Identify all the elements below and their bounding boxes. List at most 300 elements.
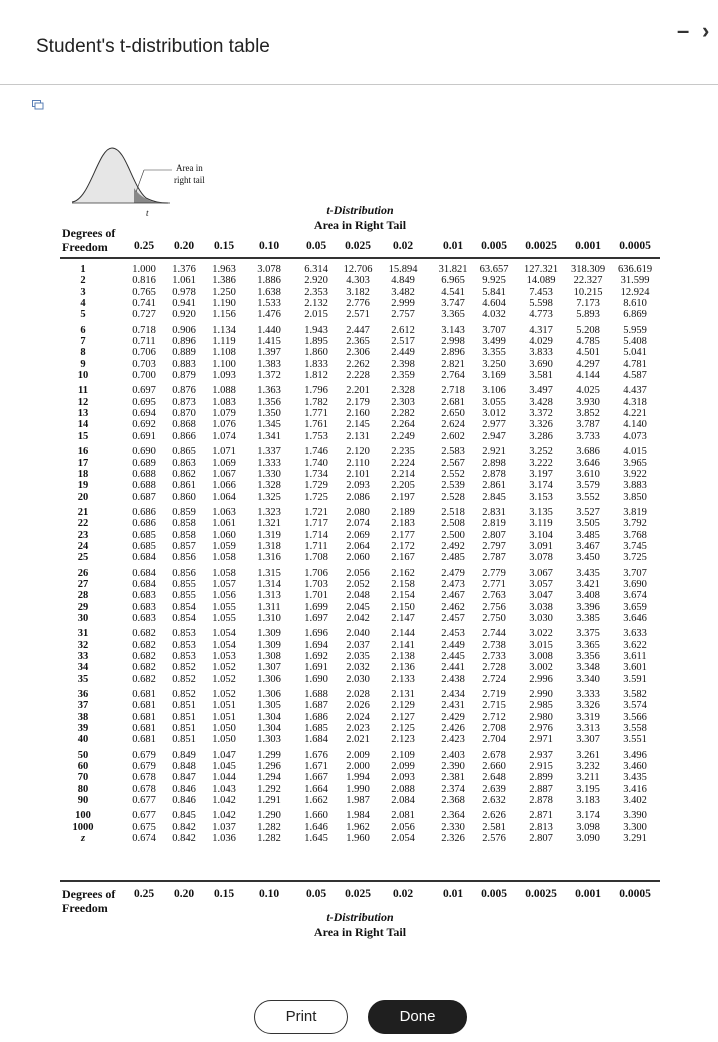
table-cell: 0.852 <box>172 673 196 685</box>
table-cell: 3.601 <box>623 662 647 674</box>
table-cell: 0.703 <box>132 358 156 370</box>
table-cell: 0.683 <box>132 590 156 602</box>
table-cell: 2.898 <box>482 457 506 469</box>
table-cell: 0.694 <box>132 408 156 420</box>
row-group <box>60 568 660 625</box>
distribution-curve-figure <box>70 140 240 230</box>
table-cell: 3.252 <box>529 446 553 458</box>
table-cell: 1.306 <box>257 689 281 701</box>
table-cell: 3.106 <box>482 385 506 397</box>
table-cell: 1.694 <box>304 639 328 651</box>
table-cell: 2.626 <box>482 810 506 822</box>
table-cell: 2.125 <box>391 723 415 735</box>
table-row <box>60 723 660 734</box>
table-cell: 318.309 <box>570 264 606 275</box>
table-cell: 4.297 <box>576 358 600 370</box>
df-cell: 14 <box>77 419 89 431</box>
alpha-header-row <box>60 240 660 254</box>
table-cell: 31.599 <box>620 275 650 287</box>
table-cell: 2.733 <box>482 651 506 662</box>
table-cell: 2.403 <box>441 749 465 761</box>
table-cell: 0.856 <box>172 567 196 579</box>
table-cell: 2.977 <box>482 419 506 431</box>
degrees-of-freedom-header: Degrees of Freedom <box>62 226 116 254</box>
table-cell: 0.679 <box>132 761 156 773</box>
table-cell: 0.677 <box>132 810 156 822</box>
table-cell: 1.386 <box>212 275 236 287</box>
table-cell: 0.854 <box>172 612 196 624</box>
table-row <box>60 347 660 358</box>
table-cell: 3.485 <box>576 529 600 541</box>
table-cell: 0.685 <box>132 540 156 552</box>
table-cell: 2.093 <box>346 480 370 492</box>
table-cell: 1.250 <box>212 286 236 298</box>
table-cell: 8.610 <box>623 298 647 310</box>
table-cell: 3.591 <box>623 673 647 685</box>
row-group <box>60 689 660 746</box>
table-cell: 2.479 <box>441 567 465 579</box>
table-cell: 2.971 <box>529 734 553 746</box>
table-cell: 0.855 <box>172 578 196 590</box>
table-cell: 0.686 <box>132 506 156 518</box>
table-cell: 2.821 <box>441 358 465 370</box>
table-cell: 2.056 <box>391 821 415 833</box>
table-cell: 1.303 <box>257 734 281 746</box>
table-cell: 0.896 <box>172 336 196 348</box>
table-cell: 4.303 <box>346 275 370 287</box>
table-cell: 2.567 <box>441 457 465 469</box>
table-cell: 1.383 <box>257 358 281 370</box>
table-row <box>60 370 660 381</box>
table-cell: 1.860 <box>304 347 328 359</box>
table-cell: 3.365 <box>441 309 465 321</box>
table-cell: 2.457 <box>441 612 465 624</box>
table-cell: 3.135 <box>529 506 553 518</box>
header-alpha-2: 0.15 <box>213 240 235 252</box>
table-cell: 2.861 <box>482 480 506 492</box>
table-row <box>60 761 660 772</box>
table-row <box>60 628 660 639</box>
table-cell: 2.141 <box>391 639 415 651</box>
table-cell: 2.303 <box>391 396 415 408</box>
table-cell: 3.291 <box>623 833 647 845</box>
table-row <box>60 734 660 745</box>
df-cell: 22 <box>77 518 89 530</box>
header-alpha-1: 0.20 <box>173 240 195 252</box>
table-cell: 3.581 <box>529 370 553 382</box>
table-cell: 3.098 <box>576 821 600 833</box>
table-cell: 1.051 <box>212 700 236 712</box>
table-cell: 2.154 <box>391 590 415 602</box>
df-cell: 19 <box>77 480 89 492</box>
table-cell: 1.047 <box>212 749 236 761</box>
table-row <box>60 613 660 624</box>
table-cell: 2.282 <box>391 408 415 420</box>
table-cell: 3.582 <box>623 689 647 701</box>
table-cell: 0.846 <box>172 783 196 795</box>
table-cell: 0.687 <box>132 491 156 503</box>
table-cell: 6.314 <box>304 264 328 275</box>
table-cell: 4.501 <box>576 347 600 359</box>
table-cell: 1.134 <box>212 324 236 336</box>
table-cell: 2.120 <box>346 446 370 458</box>
footer-alpha-8: 0.005 <box>481 888 507 900</box>
table-cell: 2.368 <box>441 795 465 807</box>
minimize-button[interactable]: – <box>677 18 690 43</box>
footer-alpha-5: 0.025 <box>345 888 371 900</box>
table-cell: 0.889 <box>172 347 196 359</box>
table-cell: 1.108 <box>212 347 236 359</box>
table-cell: 2.915 <box>529 761 553 773</box>
table-cell: 0.678 <box>132 783 156 795</box>
table-cell: 0.685 <box>132 529 156 541</box>
df-cell: 17 <box>77 457 89 469</box>
table-cell: 3.319 <box>576 711 600 723</box>
df-cell: 24 <box>77 540 89 552</box>
table-cell: 2.093 <box>391 772 415 784</box>
table-cell: 2.612 <box>391 324 415 336</box>
table-cell: 1.746 <box>304 446 328 458</box>
table-cell: 636.619 <box>617 264 653 275</box>
table-cell: 4.541 <box>441 286 465 298</box>
table-cell: 1.782 <box>304 396 328 408</box>
table-cell: 3.182 <box>346 286 370 298</box>
table-cell: 0.682 <box>132 628 156 640</box>
table-cell: 3.622 <box>623 639 647 651</box>
table-cell: 1.043 <box>212 783 236 795</box>
table-cell: 1.044 <box>212 772 236 784</box>
table-cell: 1.714 <box>304 529 328 541</box>
table-cell: 0.847 <box>172 772 196 784</box>
table-cell: 2.064 <box>346 540 370 552</box>
table-cell: 0.856 <box>172 552 196 564</box>
table-cell: 2.602 <box>441 430 465 442</box>
table-cell: 4.140 <box>623 419 647 431</box>
table-cell: 5.598 <box>529 298 553 310</box>
table-cell: 2.110 <box>346 457 370 469</box>
table-cell: 0.679 <box>132 749 156 761</box>
table-cell: 2.262 <box>346 358 370 370</box>
table-cell: 2.878 <box>529 795 553 807</box>
table-cell: 4.781 <box>623 358 647 370</box>
table-cell: 1.088 <box>212 385 236 397</box>
table-cell: 2.453 <box>441 628 465 640</box>
table-cell: 3.333 <box>576 689 600 701</box>
table-cell: 2.728 <box>482 662 506 674</box>
table-row <box>60 408 660 419</box>
table-cell: 3.922 <box>623 468 647 480</box>
copy-icon[interactable] <box>32 100 44 110</box>
table-cell: 2.045 <box>346 601 370 613</box>
table-cell: 1.328 <box>257 480 281 492</box>
table-cell: 2.052 <box>346 578 370 590</box>
table-cell: 0.852 <box>172 689 196 701</box>
table-cell: 1.692 <box>304 651 328 662</box>
table-cell: 1.994 <box>346 772 370 784</box>
table-cell: 1.771 <box>304 408 328 420</box>
table-cell: 3.930 <box>576 396 600 408</box>
table-cell: 0.863 <box>172 457 196 469</box>
table-cell: 2.040 <box>346 628 370 640</box>
distribution-footer: t-Distribution Area in Right Tail <box>313 910 407 939</box>
table-cell: 14.089 <box>526 275 556 287</box>
table-cell: 2.144 <box>391 628 415 640</box>
table-row <box>60 568 660 579</box>
table-cell: 1.314 <box>257 578 281 590</box>
table-cell: 1.711 <box>304 540 328 552</box>
table-cell: 2.650 <box>441 408 465 420</box>
table-cell: 1.333 <box>257 457 281 469</box>
df-cell: 7 <box>80 336 86 348</box>
table-cell: 0.692 <box>132 419 156 431</box>
table-cell: 1.676 <box>304 749 328 761</box>
table-cell: 1.306 <box>257 673 281 685</box>
table-cell: 1.064 <box>212 491 236 503</box>
table-cell: 1.119 <box>212 336 236 348</box>
df-cell: 5 <box>80 309 86 321</box>
table-row <box>60 507 660 518</box>
table-cell: 1.061 <box>212 518 236 530</box>
table-cell: 1.708 <box>304 552 328 564</box>
table-cell: 3.143 <box>441 324 465 336</box>
row-group <box>60 507 660 564</box>
table-cell: 1.059 <box>212 540 236 552</box>
table-cell: 4.604 <box>482 298 506 310</box>
table-cell: 12.924 <box>620 286 650 298</box>
table-cell: 2.485 <box>441 552 465 564</box>
table-cell: 3.725 <box>623 552 647 564</box>
table-cell: 3.153 <box>529 491 553 503</box>
table-cell: 3.551 <box>623 734 647 746</box>
table-cell: 3.435 <box>623 772 647 784</box>
table-cell: 1.304 <box>257 711 281 723</box>
table-cell: 2.330 <box>441 821 465 833</box>
table-cell: 3.416 <box>623 783 647 795</box>
done-button[interactable]: Done <box>368 1000 467 1034</box>
table-cell: 2.776 <box>346 298 370 310</box>
table-cell: 3.421 <box>576 578 600 590</box>
table-cell: 0.684 <box>132 567 156 579</box>
table-cell: 0.765 <box>132 286 156 298</box>
table-cell: 1.309 <box>257 639 281 651</box>
table-cell: 1.067 <box>212 468 236 480</box>
table-cell: 2.390 <box>441 761 465 773</box>
table-cell: 2.539 <box>441 480 465 492</box>
table-cell: 3.119 <box>529 518 553 530</box>
table-cell: 1.796 <box>304 385 328 397</box>
table-cell: 0.842 <box>172 821 196 833</box>
df-cell: 11 <box>78 385 88 397</box>
table-cell: 4.032 <box>482 309 506 321</box>
table-cell: 0.870 <box>172 408 196 420</box>
table-cell: 1.330 <box>257 468 281 480</box>
df-cell: 37 <box>77 700 89 712</box>
table-cell: 0.978 <box>172 286 196 298</box>
table-cell: 3.390 <box>623 810 647 822</box>
table-row <box>60 662 660 673</box>
table-cell: 2.976 <box>529 723 553 735</box>
table-cell: 2.831 <box>482 506 506 518</box>
table-cell: 1.638 <box>257 286 281 298</box>
table-cell: 1.071 <box>212 446 236 458</box>
table-cell: 0.691 <box>132 430 156 442</box>
table-cell: 3.222 <box>529 457 553 469</box>
table-cell: 2.724 <box>482 673 506 685</box>
table-cell: 2.899 <box>529 772 553 784</box>
print-button[interactable]: Print <box>254 1000 348 1034</box>
table-row <box>60 750 660 761</box>
table-cell: 2.160 <box>346 408 370 420</box>
close-button[interactable]: › <box>702 18 710 43</box>
table-cell: 1.063 <box>212 506 236 518</box>
table-cell: 2.060 <box>346 552 370 564</box>
table-cell: 2.026 <box>346 700 370 712</box>
table-cell: 3.326 <box>529 419 553 431</box>
table-cell: 0.876 <box>172 385 196 397</box>
table-cell: 4.144 <box>576 370 600 382</box>
table-cell: 2.434 <box>441 689 465 701</box>
table-cell: 1.350 <box>257 408 281 420</box>
table-row <box>60 397 660 408</box>
table-cell: 2.441 <box>441 662 465 674</box>
table-row <box>60 784 660 795</box>
table-cell: 3.355 <box>482 347 506 359</box>
table-cell: 1.943 <box>304 324 328 336</box>
table-cell: 2.807 <box>482 529 506 541</box>
table-cell: 1.296 <box>257 761 281 773</box>
table-cell: 2.359 <box>391 370 415 382</box>
table-cell: 0.697 <box>132 385 156 397</box>
table-cell: 4.029 <box>529 336 553 348</box>
table-cell: 5.041 <box>623 347 647 359</box>
row-group <box>60 750 660 807</box>
df-cell: 20 <box>77 491 89 503</box>
table-cell: 1.290 <box>257 810 281 822</box>
table-cell: 1.309 <box>257 628 281 640</box>
title-separator <box>0 84 718 85</box>
table-cell: 2.023 <box>346 723 370 735</box>
table-cell: 2.048 <box>346 590 370 602</box>
table-cell: 3.300 <box>623 821 647 833</box>
footer-alpha-4: 0.05 <box>305 888 327 900</box>
table-cell: 2.423 <box>441 734 465 746</box>
table-cell: 0.848 <box>172 761 196 773</box>
table-cell: 1.345 <box>257 419 281 431</box>
df-cell: 33 <box>77 651 89 662</box>
table-cell: 3.574 <box>623 700 647 712</box>
table-cell: 1.688 <box>304 689 328 701</box>
table-cell: 2.133 <box>391 673 415 685</box>
header-alpha-8: 0.005 <box>481 240 507 252</box>
table-cell: 1.050 <box>212 734 236 746</box>
table-cell: 1.662 <box>304 795 328 807</box>
df-cell: 40 <box>77 734 89 746</box>
table-cell: 1.057 <box>212 578 236 590</box>
table-cell: 1.061 <box>172 275 196 287</box>
table-cell: 0.941 <box>172 298 196 310</box>
table-cell: 3.078 <box>529 552 553 564</box>
table-cell: 0.706 <box>132 347 156 359</box>
table-cell: 1.645 <box>304 833 328 845</box>
table-cell: 0.695 <box>132 396 156 408</box>
df-cell: 90 <box>77 795 89 807</box>
table-cell: 1.045 <box>212 761 236 773</box>
table-cell: 31.821 <box>438 264 468 275</box>
table-cell: 2.920 <box>304 275 328 287</box>
table-row <box>60 325 660 336</box>
table-row <box>60 446 660 457</box>
distribution-header: t-Distribution Area in Right Tail <box>313 203 407 232</box>
table-cell: 2.054 <box>391 833 415 845</box>
table-cell: 3.038 <box>529 601 553 613</box>
table-cell: 0.852 <box>172 662 196 674</box>
table-cell: 0.683 <box>132 612 156 624</box>
table-cell: 2.249 <box>391 430 415 442</box>
table-cell: 6.965 <box>441 275 465 287</box>
table-cell: 2.715 <box>482 700 506 712</box>
table-cell: 3.356 <box>576 651 600 662</box>
table-cell: 3.690 <box>623 578 647 590</box>
table-cell: 1.190 <box>212 298 236 310</box>
table-cell: 1.079 <box>212 408 236 420</box>
table-cell: 2.264 <box>391 419 415 431</box>
table-cell: 1.761 <box>304 419 328 431</box>
table-cell: 3.015 <box>529 639 553 651</box>
table-cell: 2.704 <box>482 734 506 746</box>
table-cell: 2.364 <box>441 810 465 822</box>
row-group <box>60 628 660 685</box>
table-row <box>60 674 660 685</box>
table-cell: 2.201 <box>346 385 370 397</box>
table-cell: 1.753 <box>304 430 328 442</box>
table-cell: 1.397 <box>257 347 281 359</box>
table-cell: 1.372 <box>257 370 281 382</box>
table-cell: 0.873 <box>172 396 196 408</box>
table-cell: 3.372 <box>529 408 553 420</box>
table-cell: 1.319 <box>257 529 281 541</box>
degrees-of-freedom-footer: Degrees of Freedom <box>62 887 116 915</box>
table-cell: 1.323 <box>257 506 281 518</box>
table-cell: 3.002 <box>529 662 553 674</box>
table-cell: 3.611 <box>623 651 647 662</box>
table-cell: 1.282 <box>257 821 281 833</box>
table-cell: 1.717 <box>304 518 328 530</box>
df-cell: 28 <box>77 590 89 602</box>
table-cell: 1.740 <box>304 457 328 469</box>
table-cell: 1.305 <box>257 700 281 712</box>
table-cell: 2.678 <box>482 749 506 761</box>
table-cell: 3.646 <box>623 612 647 624</box>
table-cell: 2.353 <box>304 286 328 298</box>
table-cell: 1.042 <box>212 810 236 822</box>
table-cell: 0.851 <box>172 700 196 712</box>
table-cell: 2.712 <box>482 711 506 723</box>
table-cell: 1.316 <box>257 552 281 564</box>
table-cell: 3.008 <box>529 651 553 662</box>
table-cell: 2.024 <box>346 711 370 723</box>
table-cell: 0.684 <box>132 552 156 564</box>
footer-alpha-2: 0.15 <box>213 888 235 900</box>
table-cell: 2.998 <box>441 336 465 348</box>
table-cell: 3.022 <box>529 628 553 640</box>
table-cell: 1.093 <box>212 370 236 382</box>
table-cell: 1.100 <box>212 358 236 370</box>
table-cell: 3.690 <box>529 358 553 370</box>
table-cell: 2.807 <box>529 833 553 845</box>
table-cell: 2.306 <box>346 347 370 359</box>
table-cell: 2.896 <box>441 347 465 359</box>
table-cell: 7.453 <box>529 286 553 298</box>
